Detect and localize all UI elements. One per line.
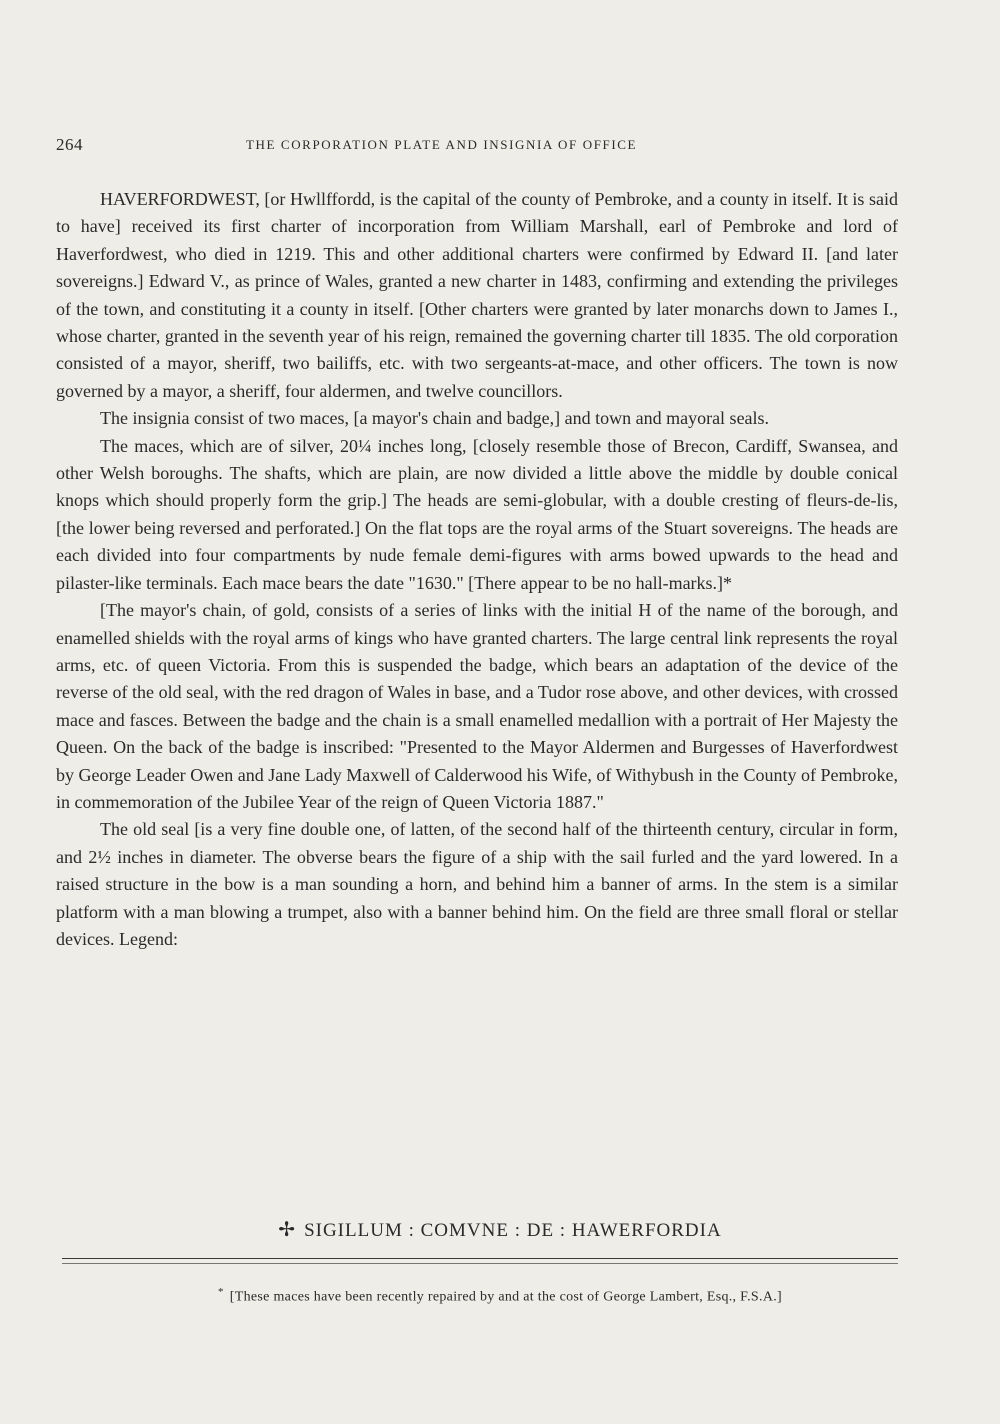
footnote-divider [62, 1258, 898, 1259]
page-header [56, 135, 898, 157]
paragraph-maces: The maces, which are of silver, 20¼ inches long, [closely resemble those of Brecon, Cardiff, Swansea, and other Welsh boroughs. The shafts, which are plain, are now divided a little above the middle by double conical knops which should properly form the grip.] The heads are semi-globular, with a double cresting of fleurs-de-lis, [the lower being reversed and perforated.] On the flat tops are the royal arms of the Stuart sovereigns. The heads are each divided into four compartments by nude female demi-figures with arms bowed upwards to the head and pilaster-like terminals. Each mace bears the date "1630." [There appear to be no hall-marks.]* [56, 435, 898, 593]
page-number: 264 [56, 135, 83, 154]
paragraph-seal: The old seal [is a very fine double one, of latten, of the second half of the thirteenth century, circular in form, and 2½ inches in diameter. The obverse bears the figure of a ship with the sail furled and the yard lowered. In a raised structure in the bow is a man sounding a horn, and behind him a banner of arms. In the stem is a similar platform with a man blowing a trumpet, also with a banner behind him. On the field are three small floral or stellar devices. Legend: [56, 819, 898, 949]
seal-legend-text: SIGILLUM : COMVNE : DE : HAWERFORDIA [304, 1220, 722, 1241]
footnote-mark: * [217, 1286, 224, 1298]
running-head: THE CORPORATION PLATE AND INSIGNIA OF OFFICE [246, 137, 638, 152]
cross-icon: ✢ [278, 1219, 297, 1241]
paragraph-haverfordwest: HAVERFORDWEST, [or Hwllffordd, is the capital of the county of Pembroke, and a county in itself. It is said to have] received its first charter of incorporation from William Marshall, earl of Pembroke and lord of Haverfordwest, who died in 1219. This and other additional charters were confirmed by Edward II. [and later sovereigns.] Edward V., as prince of Wales, granted a new charter in 1483, confirming and extending the privileges of the town, and constituting it a county in itself. [Other charters were granted by later monarchs down to James I., whose charter, granted in the seventh year of his reign, remained the governing charter till 1835. The old corporation consisted of a mayor, sheriff, two bailiffs, etc. with two sergeants-at-mace, and other officers. The town is now governed by a mayor, a sheriff, four aldermen, and twelve councillors. [56, 189, 898, 401]
body-text [56, 186, 898, 953]
paragraph-chain: [The mayor's chain, of gold, consists of a series of links with the initial H of the name of the borough, and enamelled shields with the royal arms of kings who have granted charters. The large central link represents the royal arms, etc. of queen Victoria. From this is suspended the badge, which bears an adaptation of the device of the reverse of the old seal, with the red dragon of Wales in base, and a Tudor rose above, and other devices, with crossed mace and fasces. Between the badge and the chain is a small enamelled medallion with a portrait of Her Majesty the Queen. On the back of the badge is inscribed: "Presented to the Mayor Aldermen and Burgesses of Haverfordwest by George Leader Owen and Jane Lady Maxwell of Calderwood his Wife, of Withybush in the County of Pembroke, in commemoration of the Jubilee Year of the reign of Queen Victoria 1887." [56, 600, 898, 812]
footnote-text: [These maces have been recently repaired by and at the cost of George Lambert, Esq., F.S.A.] [229, 1289, 782, 1305]
footnote [0, 1286, 1000, 1306]
footnote-divider-thin [62, 1263, 898, 1264]
seal-legend [0, 1217, 1000, 1242]
paragraph-insignia: The insignia consist of two maces, [a mayor's chain and badge,] and town and mayoral seals. [100, 408, 770, 429]
